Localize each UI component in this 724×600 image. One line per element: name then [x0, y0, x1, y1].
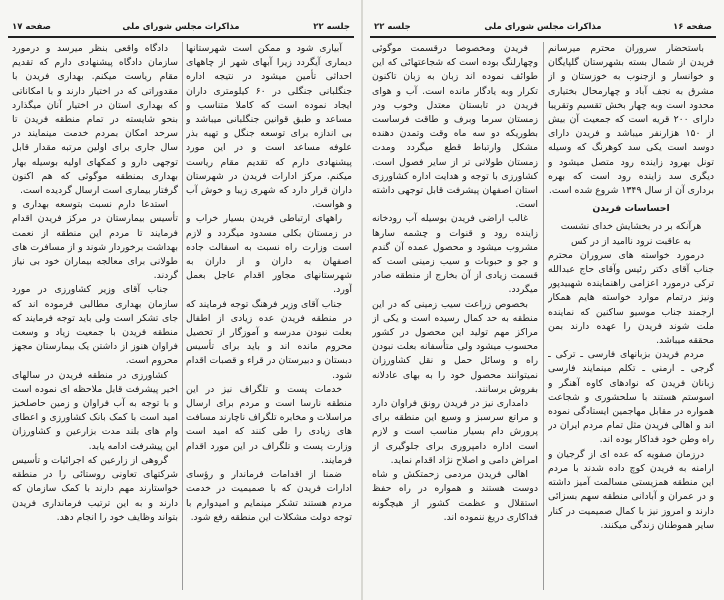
paragraph: جناب آقای وزیر فرهنگ توجه فرمایند که در منطقه فریدن عده زیادی از اطفال بعلت نبودن مدرسه و آموزگار از تحصیل محروم مانده اند و باید برای تأسیس دبستان و دبیرستان در قراء و قصبات اقدام شود.: [186, 298, 352, 381]
paragraph: دادگاه واقعی بنظر میرسد و درمورد سازمان دادگاه پیشنهادی دارم که تقدیم مقام ریاست میکنم. بهداری فریدن با مقدوراتی که در اختیار دارند و با امکاناتی که بهداری استان در اختیار آنان میگذارد بنحو شایسته در تمام منطقه فریدن تا سرحد امکان بمردم خدمت مینمایند در سال جاری برای اولین مرتبه مقدار قابل توجهی دارو و کمکهای اولیه بوسیله بهار بهداری بمنطقه موگوئی که هم اکنون گرفتار بیماری است ارسال گردیده است.: [12, 43, 178, 197]
section-heading: احساسات فریدن: [592, 203, 670, 215]
paragraph: غالب اراضی فریدن بوسیله آب رودخانه زاینده رود و قنوات و چشمه سارها مشروب میشود و محصول عمده آن گندم و جو و حبوبات و سیب زمینی است که قسمت زیادی از آن بخارج از منطقه صادر میگردد.: [372, 213, 538, 296]
verse-line: هرآنکه بر در بخشایش خدای نشست: [560, 221, 702, 233]
paragraph: آبیاری شود و ممکن است شهرستانها دیماری آیگردد زیرا آبهای شهر از چاههای احداثی تأمین میشود در نتیجه اداره جنگلبانی جنگلی در ۶۰ کیلومتری داران ایجاد نموده است که کاملا متناسب و مساعد و طبق قوانین جنگلبانی میباشد و بی اندازه برای توسعه جنگل و تهیه بذر علوفه مساعد است و در این مورد پیشنهادی دارم که تقدیم مقام ریاست میکنم. مرکز ادارات فریدن در شهرستان داران قرار دارد که شهری زیبا و خوش آب و هواست.: [186, 43, 352, 211]
paragraph: فریدن ومخصوصا درقسمت موگوئی وچهارلنگ بوده است که شجاعتهائی که این طوائف نموده اند زبان به زبان تاکنون تکرار وبه یادگار مانده است. آب و هوای فریدن در تابستان معتدل وخوب ودر زمستان سرما وبرف و طاقت فرساست بطوریکه دو سه ماه وقت وتمدن دهنده مشکل وارتباط قطع میگردد ومدت زمستان طولانی تر از سایر فصول است. کشاورزی با توجه و هدایت اداره کشاورزی استان اصفهان پیشرفت قابل توجهی داشته است.: [372, 43, 538, 211]
text-column: [548, 42, 714, 592]
paragraph: دامداری نیز در فریدن رونق فراوان دارد و مراتع سرسبز و وسیع این منطقه برای پرورش دام بسیار مناسب است و لازم است اداره دامپروری برای جلوگیری از امراض دامی و اصلاح نژاد اقدام نماید.: [372, 398, 538, 466]
paragraph: درزمان صفویه که عده ای از گرجیان و ارامنه به فریدن کوچ داده شدند با مردم این منطقه همزیستی مسالمت آمیز داشته و در عمران و آبادانی منطقه سهم بسزائی دارند و امروز نیز با کمال صمیمیت در کنار سایر هموطنان زندگی میکنند.: [548, 448, 714, 531]
page-header: [8, 22, 354, 38]
paragraph: خدمات پست و تلگراف نیز در این منطقه نارسا است و مردم برای ارسال مراسلات و مخابره تلگراف ناچارند مسافت های زیادی را طی کنند که امید است وزارت پست و تلگراف در این مورد اقدام فرمایند.: [186, 383, 352, 466]
paragraph: باستحضار سروران محترم میرسانم فریدن از شمال بسته بشهرستان گلپایگان و خوانسار و ازجنوب به خوزستان و از مشرق به نجف آباد و چهارمحال بختیاری محدود است وبه چهار بخش تقسیم وتقریبا دارای ۲۰۰ قریه است که جمعیت آن بیش از ۱۵۰ هزارنفر میباشد و فریدن دارای دوسد است یکی سد کوهرنگ که وسیله تونل بهرود زاینده رود متصل میشود و دیگری سد زاینده رود است که بهره برداری آن از سال ۱۳۴۹ شروع شده است.: [548, 43, 714, 197]
paragraph: جناب آقای وزیر کشاورزی در مورد سازمان بهداری مطالبی فرموده اند که جای تشکر است ولی باید توجه فرمایند که منطقه فریدن با جمعیت زیاد و وسعت فراوان هنوز از داشتن یک بیمارستان مجهز محروم است.: [12, 284, 178, 367]
session-number: جلسه ۲۲: [374, 22, 411, 32]
paragraph: ضمنا از اقدامات فرماندار و رؤسای ادارات فریدن که با صمیمیت در خدمت مردم هستند تشکر مینمایم و امیدوارم با توجه دولت مشکلات این منطقه رفع شود.: [186, 469, 352, 523]
column-divider: [543, 42, 544, 590]
text-column: [372, 42, 538, 592]
paragraph: اهالی فریدن مردمی زحمتکش و شاه دوست هستند و همواره در راه حفظ استقلال و عظمت کشور از هیچگونه فداکاری دریغ ننموده اند.: [372, 469, 538, 523]
paragraph: گروهی از زارعین که اجرائیات و تأسیس شرکتهای تعاونی روستائی را در منطقه خواستارند مهم دارند با کمک سازمان که دارند و به این ترتیب فرمانداری فریدن بتواند وظایف خود را انجام دهد.: [12, 454, 178, 523]
text-column: [186, 42, 352, 592]
verse-line: به عاقبت نرود ناامید از در کس: [570, 235, 692, 247]
text-column: [12, 42, 178, 592]
running-title: مذاکرات مجلس شورای ملی: [484, 22, 602, 32]
column-divider: [182, 42, 183, 590]
paragraph: بخصوص زراعت سیب زمینی که در این منطقه به حد کمال رسیده است و یکی از مراکز مهم تولید این محصول در کشور محسوب میشود ولی متأسفانه بعلت نبودن راه و وسائل حمل و نقل کشاورزان نمیتوانند محصول خود را به بهای عادلانه بفروش برسانند.: [372, 298, 538, 395]
paragraph: درمورد خواسته های سروران محترم جناب آقای دکتر رئیس وآقای حاج عبدالله ترکی درمورد اعزامی راهنماینده شهبیدپور ونیز درتمام موارد خواسته هایم همکار ارجمند جناب موسیو ساکنین که نماینده ملت شوند فریدن را عهده دارند بمن محققه میباشد.: [548, 249, 714, 347]
right-page: [362, 0, 724, 600]
paragraph: استدعا دارم نسبت بتوسعه بهداری و تأسیس بیمارستان در مرکز فریدن اقدام فرمایند تا مردم این منطقه از نعمت بهداشت برخوردار شوند و از مسافرت های طولانی برای معالجه بیماران خود بی نیاز گردند.: [12, 199, 178, 282]
session-number: جلسه ۲۲: [313, 22, 350, 32]
running-title: مذاکرات مجلس شورای ملی: [122, 22, 240, 32]
page-number: صفحه ۱۶: [673, 22, 712, 32]
paragraph: راههای ارتباطی فریدن بسیار خراب و در زمستان بکلی مسدود میگردد و لازم است وزارت راه نسبت به اسفالت جاده اصفهان به داران و از داران به شهرستانهای مجاور اقدام عاجل بعمل آورد.: [186, 213, 352, 296]
page-header: [370, 22, 716, 38]
paragraph: کشاورزی در منطقه فریدن در سالهای اخیر پیشرفت قابل ملاحظه ای نموده است و با توجه به آب فراوان و زمین حاصلخیز امید است با کمک بانک کشاورزی و اعطای وام های بلند مدت بزارعین و کشاورزان این پیشرفت ادامه یابد.: [12, 369, 178, 452]
page-number: صفحه ۱۷: [12, 22, 51, 32]
paragraph: مردم فریدن بزبانهای فارسی ـ ترکی ـ گرجی ـ ارمنی ـ تکلم مینمایند فارسی زبانان فریدن که نوادهای کاوه آهنگر و اسوستم هستند با سلحشوری و شجاعت همواره در مقابل مهاجمین ایستادگی نموده اند و اهالی فریدن مثل تمام مردم ایران در راه وطن خود فداکار بوده اند.: [548, 349, 714, 446]
